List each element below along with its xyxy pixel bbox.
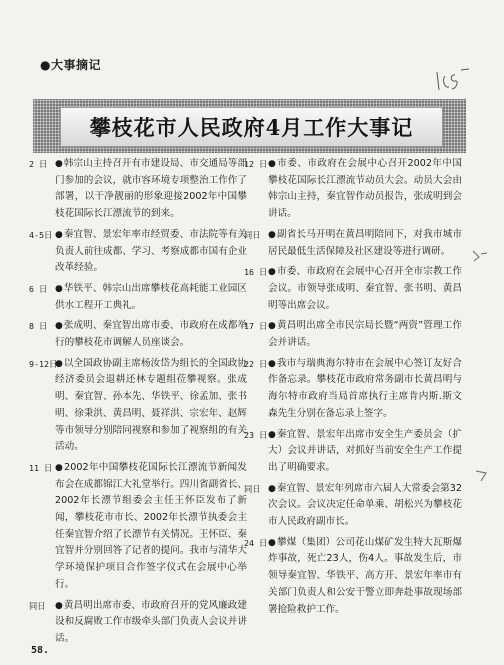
- event-date: 同日: [244, 229, 261, 240]
- event-entry: [244, 427, 462, 477]
- event-date: 2 日: [29, 159, 48, 169]
- event-text: ● 秦宜智、景宏年列席市六届人大常委会第32次会议。会议决定任命单乘、胡松兴为攀枝花市人民政府副市长。: [268, 481, 462, 531]
- event-entry: [244, 481, 462, 531]
- page-title: 攀枝花市人民政府4月工作大事记: [89, 115, 414, 140]
- event-entry: [244, 156, 462, 223]
- event-date: 4-5日: [29, 229, 53, 240]
- event-entry: [29, 356, 247, 456]
- event-entry: [29, 318, 247, 351]
- event-text: ● 秦宜智、景宏年出席市安全生产委员会（扩大）会议并讲话，对抓好当前安全生产工作提出了明确要求。: [268, 427, 462, 477]
- event-text: ● 韩宗山主持召开有市建设局、市交通局等部门参加的会议，就市容环境专项整治工作作了部署，以干净靓丽的形象迎接2002年中国攀枝花国际长江漂流节的到来。: [55, 156, 247, 223]
- event-text: ● 张成明、秦宜智出席市委、市政府在成都举行的攀枝花市调解人员座谈会。: [55, 318, 247, 351]
- event-text: ● 华铁平、韩宗山出席攀枝花高耗能工业园区供水工程开工典礼。: [55, 281, 247, 314]
- event-entry: [244, 356, 462, 423]
- event-date: 同日: [244, 483, 261, 494]
- event-date: 6 日: [29, 283, 48, 294]
- event-date: 11 日: [29, 462, 53, 473]
- event-text: ● 黄昌明出席全市民宗局长暨“两资”管理工作会并讲话。: [268, 318, 462, 351]
- title-box: [60, 107, 443, 147]
- event-entry: [29, 281, 247, 314]
- section-title: ●大事摘记: [40, 58, 101, 72]
- event-date: 12 日: [244, 159, 268, 169]
- event-text: ● 副省长马开明在黄昌明陪同下，对我市城市居民最低生活保障及社区建设等进行调研。: [268, 227, 462, 260]
- event-date: 17 日: [244, 321, 268, 332]
- event-date: 8 日: [29, 321, 48, 332]
- event-entry: [244, 227, 462, 260]
- event-date: 23 日: [244, 429, 268, 440]
- event-text: ● 市委、市政府在会展中心召开全市宗教工作会议。市领导张成明、秦宜智、张书明、黄昌明等出席会议。: [268, 264, 462, 314]
- event-date: 24 日: [244, 537, 268, 548]
- pencil-mark: [470, 248, 490, 264]
- event-entry: [244, 264, 462, 314]
- event-date: 22 日: [244, 358, 268, 369]
- event-text: ● 2002年中国攀枝花国际长江漂流节新闻发布会在成都锦江大礼堂举行。四川省副省长、2002年长漂节组委会主任王怀臣发布了新闻，攀枝花市市长、2002年长漂节执委会主任秦宜智介绍了长漂节有关情况。王怀臣、秦宜智并分别回答了记者的提问。我市与清华大学环境保护项目合作签字仪式在会展中心举行。: [55, 460, 247, 594]
- event-text: ● 市委、市政府在会展中心召开2002年中国攀枝花国际长江漂流节动员大会。动员大会由韩宗山主持，秦宜智作动员报告，张成明到会讲话。: [268, 156, 462, 223]
- right-column: [244, 156, 462, 622]
- event-entry: [29, 598, 247, 648]
- event-date: 16 日: [244, 267, 268, 278]
- event-text: ● 以全国政协副主席杨汝岱为组长的全国政协经济委员会退耕还林专题组莅攀视察。张成明、秦宜智、孙本先、华铁平、徐孟加、张书明、徐秉洪、黄昌明、聂祥洪、宗宏年、赵辉等市领导分别陪同视察和参加了视察组的有关活动。: [55, 356, 247, 456]
- event-entry: [29, 156, 247, 223]
- event-text: ● 秦宜智、景宏年率市经贸委、市法院等有关负责人前往成都、学习、考察成都市国有企业改革经验。: [55, 227, 247, 277]
- event-entry: [29, 460, 247, 594]
- event-date: 9-12日: [29, 358, 58, 369]
- event-entry: [244, 535, 462, 619]
- handwritten-mark: [433, 66, 473, 94]
- event-text: ● 我市与瑞典海尔特市在会展中心签订友好合作备忘录。攀枝花市政府常务副市长黄昌明与海尔特市政府当局首席执行主席肯内斯.斯文森先生分别在备忘录上签字。: [268, 356, 462, 423]
- event-entry: [29, 227, 247, 277]
- left-column: [29, 156, 247, 652]
- event-text: ● 攀煤（集团）公司花山煤矿发生特大瓦斯爆炸事故，死亡23人，伤4人。事故发生后，市领导秦宜智、华铁平、高方开、景宏年率市有关部门负责人和公安干警立即奔赴事故现场部署抢险救护工作。: [268, 535, 462, 619]
- event-text: ● 黄昌明出席市委、市政府召开的党风廉政建设和反腐败工作市级牵头部门负责人会议并讲话。: [55, 598, 247, 648]
- event-entry: [244, 318, 462, 351]
- pencil-mark: [474, 468, 490, 484]
- event-date: 同日: [29, 600, 46, 611]
- page-number: 58.: [31, 645, 50, 656]
